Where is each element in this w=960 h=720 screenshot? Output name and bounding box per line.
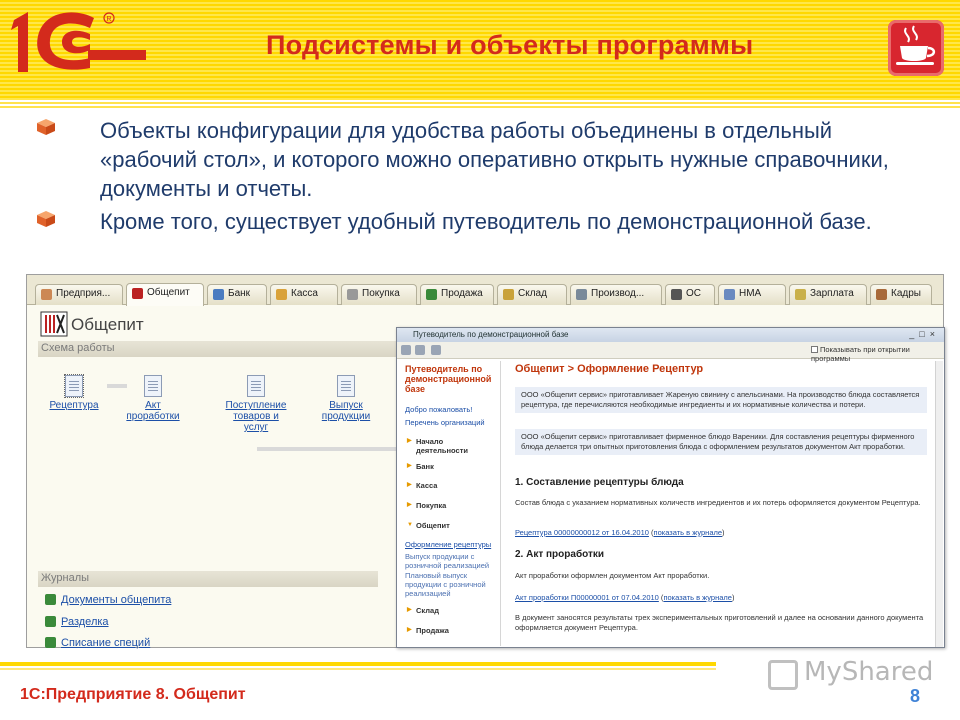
journal-link[interactable]: Списание специй	[45, 637, 150, 649]
fixed-assets-icon	[671, 289, 682, 300]
bullet-cube-icon	[36, 210, 56, 228]
myshared-logo-icon	[768, 660, 798, 690]
tab-nma[interactable]: НМА	[718, 284, 786, 305]
flow-recipe[interactable]: Рецептура	[45, 375, 103, 411]
purchase-icon	[347, 289, 358, 300]
tab-bank[interactable]: Банк	[207, 284, 267, 305]
header-stripes	[0, 100, 960, 110]
footer-line	[0, 662, 716, 666]
bullet-text: Объекты конфигурации для удобства работы объединены в отдельный «рабочий стол», и которого можно оперативно открыть нужные справочники, документы и отчеты.	[100, 118, 889, 201]
journal-icon	[45, 637, 56, 648]
tab-purchase[interactable]: Покупка	[341, 284, 417, 305]
slide-title: Подсистемы и объекты программы	[266, 30, 754, 60]
print-icon[interactable]	[431, 345, 441, 355]
forward-icon[interactable]	[415, 345, 425, 355]
journal-link[interactable]: Разделка	[45, 616, 109, 628]
bullet-cube-icon	[36, 118, 56, 136]
tab-personnel[interactable]: Кадры	[870, 284, 932, 305]
guide-section-heading: 1. Составление рецептуры блюда	[515, 477, 684, 488]
journal-link[interactable]: Документы общепита	[45, 594, 171, 606]
sales-icon	[426, 289, 437, 300]
personnel-icon	[876, 289, 887, 300]
journal-icon	[45, 616, 56, 627]
guide-window	[396, 327, 945, 648]
window-controls[interactable]: _□×	[909, 329, 940, 339]
scheme-section-header: Схема работы	[38, 341, 398, 357]
guide-link-row: Рецептура 00000000012 от 16.04.2010 (показать в журнале)	[515, 528, 725, 537]
nma-icon	[724, 289, 735, 300]
warehouse-icon	[503, 289, 514, 300]
guide-nav-link[interactable]: Перечень организаций	[405, 418, 485, 427]
guide-nav-section[interactable]: ▶ Начало деятельности	[407, 437, 495, 455]
svg-text:R: R	[106, 16, 112, 23]
tab-salary[interactable]: Зарплата	[789, 284, 867, 305]
tab-warehouse[interactable]: Склад	[497, 284, 567, 305]
guide-content	[507, 361, 933, 646]
document-icon	[337, 375, 355, 397]
document-icon	[247, 375, 265, 397]
1c-logo	[6, 6, 156, 78]
section-tabs	[27, 275, 943, 305]
document-icon	[65, 375, 83, 397]
flow-connector	[257, 447, 397, 451]
footer-text: 1С:Предприятие 8. Общепит	[20, 686, 246, 703]
guide-info-box: ООО «Общепит сервис» приготавливает Жареную свинину с апельсинами. На производство блюда составляется рецептура, где перечисляются необходимые ингредиенты и их нормативные количества и потери.	[515, 387, 927, 413]
show-on-open-checkbox[interactable]: Показывать при открытии программы	[811, 345, 910, 363]
guide-link-row: Акт проработки П00000001 от 07.04.2010 (показать в журнале)	[515, 593, 735, 602]
guide-scrollbar[interactable]	[935, 361, 943, 647]
guide-paragraph: Состав блюда с указанием нормативных количеств ингредиентов и их потерь оформляется документом Рецептура.	[515, 498, 921, 507]
recipe-document-link[interactable]: Рецептура 00000000012 от 16.04.2010	[515, 528, 649, 537]
watermark-text: MyShared	[804, 657, 934, 687]
guide-nav-section[interactable]: ▶ Продажа	[407, 626, 449, 635]
document-icon	[144, 375, 162, 397]
salary-icon	[795, 289, 806, 300]
flow-production-output[interactable]: Выпуск продукции	[317, 375, 375, 422]
guide-nav-link[interactable]: Оформление рецептуры	[405, 540, 492, 549]
bank-icon	[213, 289, 224, 300]
journals-section-header: Журналы	[38, 571, 378, 587]
guide-nav-heading: Путеводитель по демонстрационной базе	[405, 364, 492, 394]
guide-nav-section[interactable]: ▼ Общепит	[407, 521, 450, 530]
workspace-title: Общепит	[71, 315, 144, 334]
guide-nav	[401, 361, 501, 646]
guide-titlebar: Путеводитель по демонстрационной базе _□×	[397, 328, 944, 342]
back-icon[interactable]	[401, 345, 411, 355]
show-in-journal-link[interactable]: показать в журнале	[653, 528, 723, 537]
guide-nav-section[interactable]: ▶ Банк	[407, 462, 434, 471]
folder-icon	[41, 289, 52, 300]
guide-nav-section[interactable]: ▶ Покупка	[407, 501, 446, 510]
guide-nav-link[interactable]: Выпуск продукции с розничной реализацией	[405, 552, 490, 570]
guide-section-heading: 2. Акт проработки	[515, 549, 605, 560]
cash-icon	[276, 289, 287, 300]
flow-goods-receipt[interactable]: Поступление товаров и услуг	[223, 375, 289, 433]
tab-sales[interactable]: Продажа	[420, 284, 494, 305]
obshchepit-icon	[40, 311, 68, 337]
journal-icon	[45, 594, 56, 605]
guide-paragraph: В документ заносятся результаты трех экспериментальных приготовлений и далее на основании данного документа оформляется документ Рецептура.	[515, 613, 924, 632]
tab-obshchepit[interactable]: Общепит	[126, 283, 204, 306]
test-act-document-link[interactable]: Акт проработки П00000001 от 07.04.2010	[515, 593, 659, 602]
obshchepit-icon	[132, 288, 143, 299]
guide-nav-link[interactable]: Плановый выпуск продукции с розничной реализацией	[405, 571, 486, 598]
guide-content-heading: Общепит > Оформление Рецептур	[515, 363, 704, 375]
guide-nav-link[interactable]: Добро пожаловать!	[405, 405, 473, 414]
guide-info-box: ООО «Общепит сервис» приготавливает фирменное блюдо Вареники. Для составления рецептуры фирменного блюда делается три опытных приготовления блюда с оформлением результатов документом Акт проработки.	[515, 429, 927, 455]
bullet-text: Кроме того, существует удобный путеводитель по демонстрационной базе.	[100, 209, 872, 234]
tab-cash[interactable]: Касса	[270, 284, 338, 305]
guide-toolbar	[397, 342, 944, 363]
tab-production[interactable]: Производ...	[570, 284, 662, 305]
guide-nav-section[interactable]: ▶ Касса	[407, 481, 437, 490]
tab-os[interactable]: ОС	[665, 284, 715, 305]
flow-test-act[interactable]: Акт проработки	[123, 375, 183, 422]
page-number: 8	[910, 686, 921, 706]
footer-line	[0, 668, 716, 670]
tab-enterprise[interactable]: Предприя...	[35, 284, 123, 305]
production-icon	[576, 289, 587, 300]
show-in-journal-link[interactable]: показать в журнале	[663, 593, 732, 602]
coffee-cup-icon	[888, 20, 944, 76]
checkbox-box[interactable]	[811, 346, 818, 353]
guide-paragraph: Акт проработки оформлен документом Акт проработки.	[515, 571, 710, 580]
guide-nav-section[interactable]: ▶ Склад	[407, 606, 439, 615]
